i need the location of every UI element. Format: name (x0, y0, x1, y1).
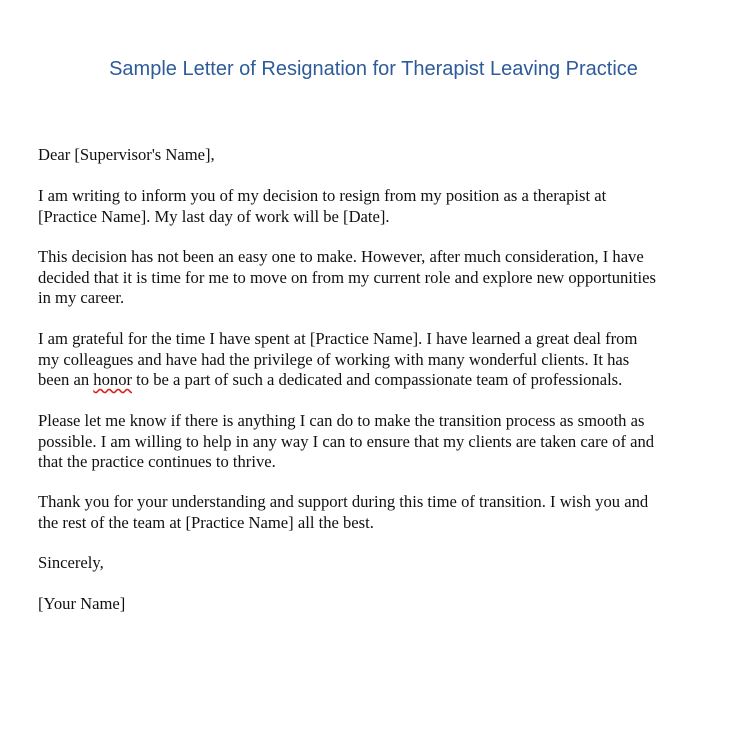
paragraph-4 (38, 411, 713, 473)
salutation (38, 145, 713, 166)
paragraph-1 (38, 186, 713, 227)
paragraph-4-line-3: that the practice continues to thrive. (38, 452, 276, 471)
paragraph-2 (38, 247, 713, 309)
paragraph-5-line-1: Thank you for your understanding and support during this time of transition. I wish you and (38, 492, 649, 511)
paragraph-4-line-2: possible. I am willing to help in any way I can to ensure that my clients are taken care of and (38, 431, 655, 451)
paragraph-2-line-2: decided that it is time for me to move on from my current role and explore new opportunities (38, 267, 656, 287)
paragraph-5-line-2: the rest of the team at [Practice Name] all the best. (38, 512, 374, 532)
paragraph-3-line-2: my colleagues and have had the privilege of working with many wonderful clients. It has (38, 349, 630, 369)
paragraph-1-line-1: I am writing to inform you of my decision to resign from my position as a therapist at (38, 186, 607, 205)
paragraph-2-line-3: in my career. (38, 288, 125, 307)
paragraph-3-line-3-start: been an (38, 370, 94, 389)
paragraph-3-line-3-end: to be a part of such a dedicated and compassionate team of professionals. (132, 370, 623, 389)
paragraph-2-line-1: This decision has not been an easy one to make. However, after much consideration, I have (38, 247, 644, 266)
paragraph-3-line-3 (38, 370, 713, 391)
salutation-line: Dear [Supervisor's Name], (38, 145, 215, 164)
paragraph-1-line-2: [Practice Name]. My last day of work will be [Date]. (38, 206, 390, 226)
closing (38, 553, 713, 574)
signature (38, 594, 713, 615)
signature-line: [Your Name] (38, 594, 126, 613)
paragraph-4-line-1: Please let me know if there is anything I can do to make the transition process as smooth as (38, 411, 645, 430)
document-title: Sample Letter of Resignation for Therapist Leaving Practice (109, 58, 638, 80)
spellcheck-flagged-word[interactable]: honor (93, 370, 133, 389)
paragraph-3 (38, 329, 713, 391)
paragraph-5 (38, 492, 713, 533)
paragraph-3-line-1: I am grateful for the time I have spent at [Practice Name]. I have learned a great deal from (38, 329, 638, 348)
closing-line: Sincerely, (38, 553, 104, 572)
